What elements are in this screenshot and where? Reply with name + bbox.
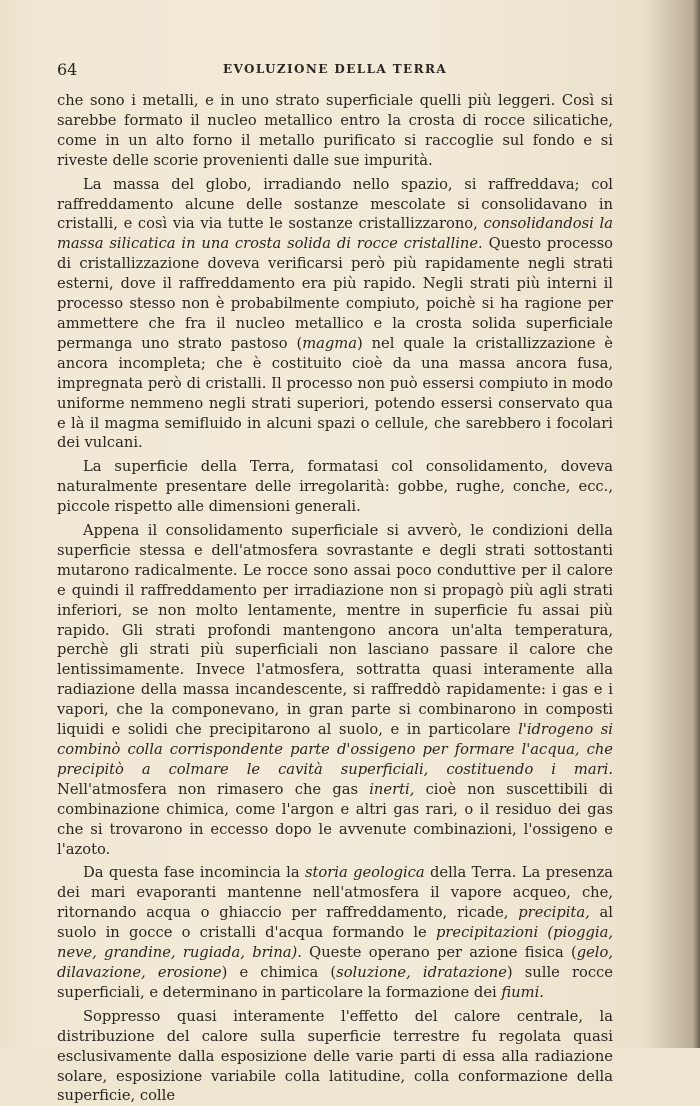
italic-text: inerti,: [369, 780, 415, 798]
text-run: Appena il consolidamento superficiale si avverò, le condizioni della superficie stessa e dell'atmosfera sovrastante e degli strati sottostanti mutarono radicalmente. Le rocce sono assai poco conduttive per il calore e quindi il raffreddamento per irradiazione non si propagò più agli strati inferiori, se non molto lentamente, mentre in superficie fu assai più rapido. Gli strati profondi mantengono ancora un'alta temperatura, perchè gli strati più superficiali non lasciano passare il calore che lentissimamente. Invece l'atmosfera, sottratta quasi interamente alla radiazione della massa incandescente, si raffreddò rapidamente: i gas e i vapori, che la componevano, in gran parte si combinarono in composti liquidi e solidi che precipitarono al suolo, e in particolare: [57, 522, 613, 739]
italic-text: storia geologica: [304, 864, 425, 882]
text-run: ) nel quale la cristallizzazione è ancora incompleta; che è costituito cioè da una massa ancora fusa, impregnata però di cristalli. Il processo non può essersi compiuto in modo uniforme nemmeno negli strati superiori, potendo essersi conservato qua e là il magma semifluido in alcuni spazi o cellule, che sarebbero i focolari dei vulcani.: [57, 334, 613, 452]
body-text: [57, 91, 613, 1106]
text-run: Da questa fase incomincia la: [83, 864, 305, 882]
italic-text: gelo, dilavazione, erosione: [57, 944, 613, 981]
text-run: Questo processo di cristallizzazione doveva verificarsi però più rapidamente negli strati esterni, dove il raffreddamento era più rapido. Negli strati più interni il processo stesso non è probabilmente compiuto, poichè si ha ragione per ammettere che fra il nucleo metallico e la crosta solida superficiale permanga uno strato pastoso (: [57, 235, 613, 352]
text-run: ) e chimica (: [221, 963, 337, 981]
page-number: 64: [57, 60, 78, 79]
page-header: [57, 60, 613, 82]
italic-text: precipita,: [518, 904, 590, 922]
text-run: cioè non suscettibili di combinazione chimica, come l'argon e altri gas rari, o il residuo dei gas che si trovarono in eccesso dopo le avvenute combinazioni, l'ossigeno e l'azoto.: [57, 780, 613, 858]
italic-text: magma: [302, 334, 357, 352]
text-run: Nell'atmosfera non rimasero che gas: [57, 780, 370, 798]
text-run: La superficie della Terra, formatasi col consolidamento, doveva naturalmente presentare delle irregolarità: gobbe, rughe, conche, ecc., piccole rispetto alle dimensioni generali.: [57, 458, 613, 516]
text-run: ) sulle rocce superficiali, e determinano in particolare la formazione dei: [57, 963, 613, 1001]
text-run: al suolo in gocce o cristalli d'acqua formando le: [57, 904, 613, 942]
text-run: La massa del globo, irradiando nello spazio, si raffreddava; col raffreddamento alcune delle sostanze mescolate si consolidavano in cristalli, e così via via tutte le sostanze cristallizzarono,: [57, 175, 613, 233]
paragraph: [57, 91, 613, 171]
paragraph: [57, 457, 613, 517]
italic-text: l'idrogeno si combinò colla corrispondente parte d'ossigeno per formare l'acqua, che precipitò a colmare le cavità superficiali, costituendo i mari.: [57, 721, 613, 778]
text-run: della Terra. La presenza dei mari evaporanti mantenne nell'atmosfera il vapore acqueo, che, ritornando acqua o ghiaccio per raffreddamento, ricade,: [57, 864, 613, 922]
italic-text: fiumi.: [501, 983, 544, 1001]
italic-text: precipitazioni (pioggia, neve, grandine, rugiada, brina).: [57, 924, 614, 962]
running-title: EVOLUZIONE DELLA TERRA: [222, 62, 448, 76]
paragraph: [57, 175, 613, 454]
paragraph: [57, 1007, 613, 1106]
italic-text: consolidandosi la massa silicatica in una crosta solida di rocce cristalline.: [57, 215, 613, 253]
paragraph: [57, 521, 613, 859]
paragraph: [57, 863, 613, 1002]
text-run: Queste operano per azione fisica (: [301, 944, 577, 962]
text-run: Soppresso quasi interamente l'effetto del calore centrale, la distribuzione del calore sulla superficie terrestre fu regolata quasi esclusivamente dalla esposizione delle varie parti di essa alla radiazione solare, esposizione variabile colla latitudine, colla conformazione della superficie, colle: [57, 1007, 613, 1105]
text-run: che sono i metalli, e in uno strato superficiale quelli più leggeri. Così si sarebbe formato il nucleo metallico entro la crosta di rocce silicatiche, come in un alto forno il metallo purificato si raccoglie sul fondo e si riveste delle scorie provenienti dalle sue impurità.: [57, 92, 613, 169]
italic-text: soluzione, idratazione: [336, 963, 507, 981]
